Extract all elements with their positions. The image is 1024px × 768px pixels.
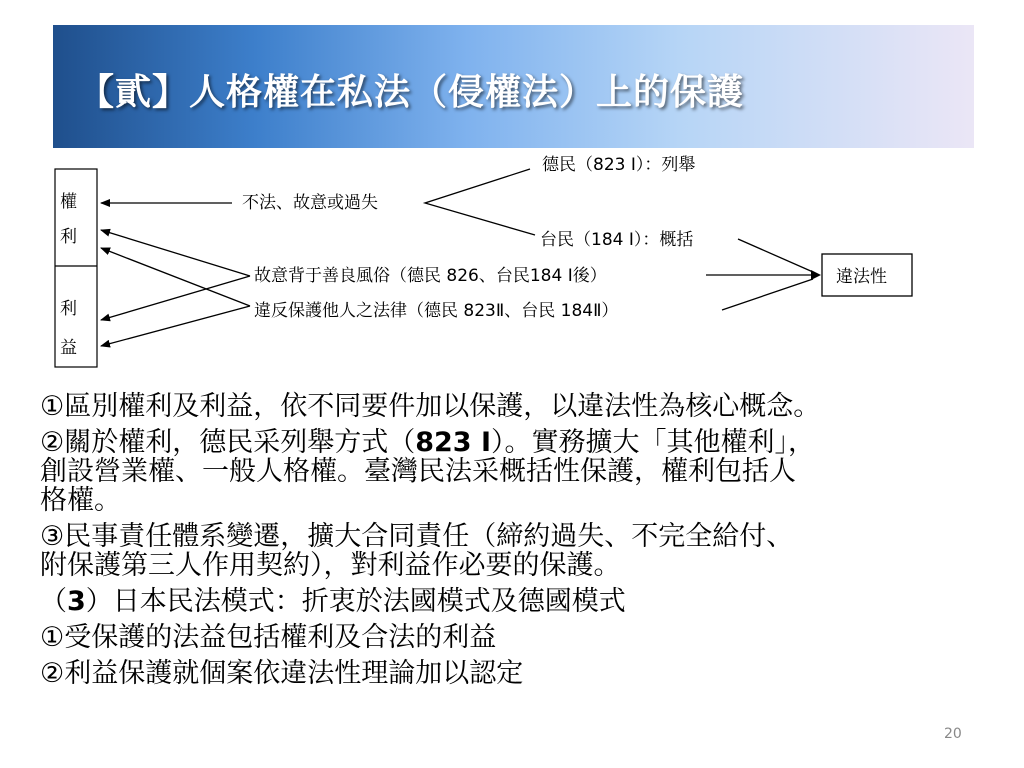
protective-law-label: 違反保護他人之法律（德民 823Ⅱ、台民 184Ⅱ） (254, 301, 619, 321)
box-char: 利 (60, 227, 77, 247)
to-illegality-line (722, 279, 813, 310)
text-run: ）日本民法模式：折衷於法國模式及德國模式 (85, 586, 626, 617)
text-line: 格權。 (40, 485, 121, 516)
text-line: ③民事責任體系變遷，擴大合同責任（締約過失、不完全給付、 (40, 521, 794, 552)
paragraph (40, 587, 1024, 616)
illegality-arrowhead (811, 270, 821, 280)
text-run: ）。實務擴大「其他權利」， (491, 427, 816, 458)
fault-label: 不法、故意或過失 (242, 193, 378, 213)
german-label: 德民（823 Ⅰ）：列舉 (542, 155, 696, 175)
tort-diagram (0, 148, 1024, 378)
cross-arrow (101, 276, 250, 320)
cross-arrow (101, 248, 250, 306)
bold-text: 3 (67, 586, 86, 617)
morals-label: 故意背于善良風俗（德民 826、台民184 Ⅰ後） (254, 266, 607, 286)
box-char: 權 (60, 192, 77, 212)
cross-arrow (101, 306, 250, 346)
illegality-label: 違法性 (836, 267, 887, 287)
box-char: 益 (60, 338, 77, 358)
body-text (40, 392, 1024, 695)
paragraph (40, 522, 1024, 580)
text-run: （ (40, 586, 67, 617)
cross-arrow (101, 230, 250, 276)
paragraph: ①受保護的法益包括權利及合法的利益 (40, 622, 497, 653)
text-run: ②關於權利，德民采列舉方式（ (40, 427, 416, 458)
paragraph: ①區別權利及利益，依不同要件加以保護，以違法性為核心概念。 (40, 391, 821, 422)
box-char: 利 (60, 299, 77, 319)
text-line: 附保護第三人作用契約），對利益作必要的保護。 (40, 550, 621, 581)
page-number: 20 (944, 726, 962, 742)
bold-text: 823 I (415, 427, 492, 458)
paragraph: ②利益保護就個案依違法性理論加以認定 (40, 658, 524, 689)
text-line: 創設營業權、一般人格權。臺灣民法采概括性保護，權利包括人 (40, 456, 796, 487)
slide-title: 【貳】人格權在私法（侵權法）上的保護 (78, 72, 745, 113)
fork-lines (425, 169, 535, 235)
to-illegality-line (738, 239, 813, 272)
taiwan-label: 台民（184 Ⅰ）：概括 (540, 230, 694, 250)
paragraph (40, 428, 1024, 515)
